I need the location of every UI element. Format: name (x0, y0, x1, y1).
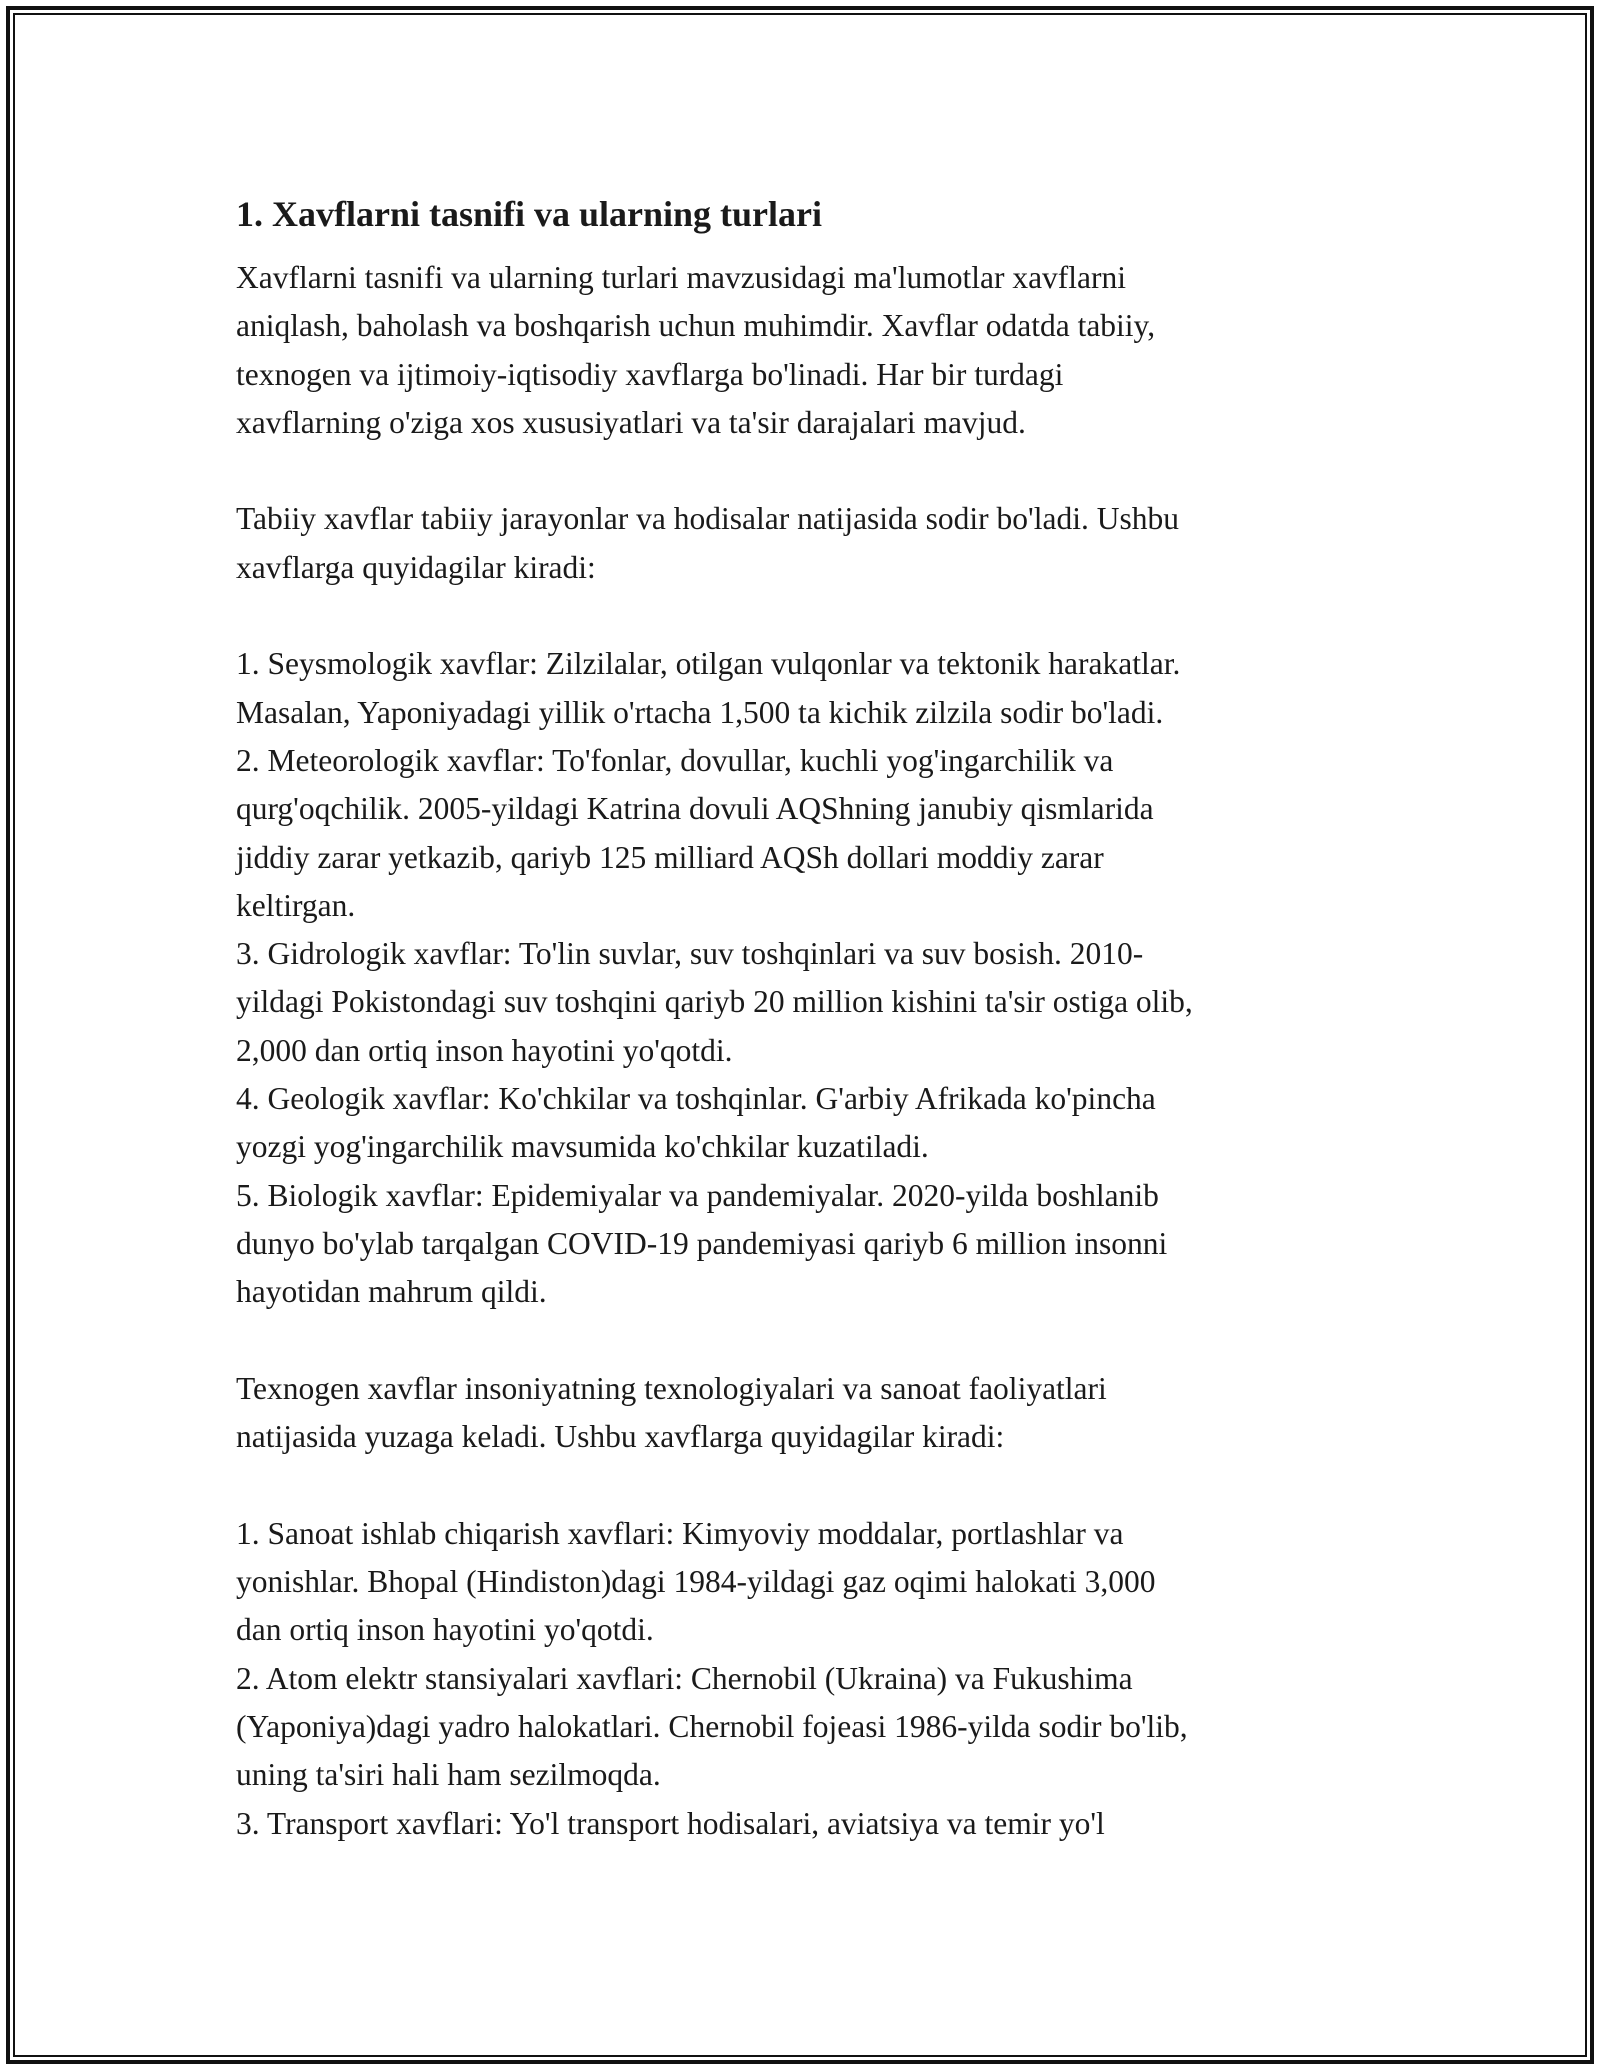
text-line: aniqlash, baholash va boshqarish uchun muhimdir. Xavflar odatda tabiiy, (236, 308, 1156, 344)
text-line: xavflarning o'ziga xos xususiyatlari va ta'sir darajalari mavjud. (236, 404, 1026, 440)
text-line: Xavflarni tasnifi va ularning turlari mavzusidagi ma'lumotlar xavflarni (236, 260, 1127, 295)
paragraph-spacer (236, 592, 1356, 640)
text-line: yonishlar. Bhopal (Hindiston)dagi 1984-yildagi gaz oqimi halokati 3,000 (236, 1564, 1156, 1600)
text-line: 2. Atom elektr stansiyalari xavflari: Chernobil (Ukraina) va Fukushima (236, 1660, 1133, 1696)
text-line: 1. Sanoat ishlab chiqarish xavflari: Kimyoviy moddalar, portlashlar va (236, 1515, 1124, 1551)
text-line: hayotidan mahrum qildi. (236, 1274, 547, 1310)
text-line: 1. Seysmologik xavflar: Zilzilalar, otilgan vulqonlar va tektonik harakatlar. (236, 646, 1181, 682)
text-line: texnogen va ijtimoiy-iqtisodiy xavflarga bo'linadi. Har bir turdagi (236, 356, 1064, 392)
text-line: 2,000 dan ortiq inson hayotini yo'qotdi. (236, 1032, 733, 1068)
text-line: uning ta'siri hali ham sezilmoqda. (236, 1757, 661, 1793)
section-heading: 1. Xavflarni tasnifi va ularning turlari (236, 194, 823, 234)
paragraph-spacer (236, 1317, 1356, 1365)
paragraph-spacer (236, 447, 1356, 495)
paragraph-spacer (236, 1461, 1356, 1509)
text-line: xavflarga quyidagilar kiradi: (236, 549, 596, 585)
text-line: 3. Transport xavflari: Yo'l transport hodisalari, aviatsiya va temir yo'l (236, 1805, 1105, 1841)
text-line: 3. Gidrologik xavflar: To'lin suvlar, suv toshqinlari va suv bosish. 2010- (236, 936, 1144, 972)
document-content (236, 180, 1356, 1848)
text-line: Masalan, Yaponiyadagi yillik o'rtacha 1,500 ta kichik zilzila sodir bo'ladi. (236, 694, 1164, 730)
text-line: yozgi yog'ingarchilik mavsumida ko'chkilar kuzatiladi. (236, 1129, 929, 1165)
text-line: 4. Geologik xavflar: Ko'chkilar va toshqinlar. G'arbiy Afrikada ko'pincha (236, 1081, 1156, 1117)
text-line: natijasida yuzaga keladi. Ushbu xavflarga quyidagilar kiradi: (236, 1419, 1005, 1455)
text-line: Tabiiy xavflar tabiiy jarayonlar va hodisalar natijasida sodir bo'ladi. Ushbu (236, 501, 1179, 537)
text-line: jiddiy zarar yetkazib, qariyb 125 milliard AQSh dollari moddiy zarar (236, 839, 1104, 875)
text-line: 5. Biologik xavflar: Epidemiyalar va pandemiyalar. 2020-yilda boshlanib (236, 1177, 1159, 1213)
text-line: keltirgan. (236, 887, 356, 923)
document-body (236, 254, 1356, 1848)
text-line: (Yaponiya)dagi yadro halokatlari. Chernobil fojeasi 1986-yilda sodir bo'lib, (236, 1708, 1188, 1744)
text-line: 2. Meteorologik xavflar: To'fonlar, dovullar, kuchli yog'ingarchilik va (236, 742, 1114, 778)
text-line: dunyo bo'ylab tarqalgan COVID-19 pandemiyasi qariyb 6 million insonni (236, 1225, 1168, 1261)
text-line: dan ortiq inson hayotini yo'qotdi. (236, 1612, 654, 1648)
text-line: qurg'oqchilik. 2005-yildagi Katrina dovuli AQShning janubiy qismlarida (236, 791, 1154, 827)
text-line: Texnogen xavflar insoniyatning texnologiyalari va sanoat faoliyatlari (236, 1370, 1107, 1406)
text-line: yildagi Pokistondagi suv toshqini qariyb 20 million kishini ta'sir ostiga olib, (236, 984, 1193, 1020)
